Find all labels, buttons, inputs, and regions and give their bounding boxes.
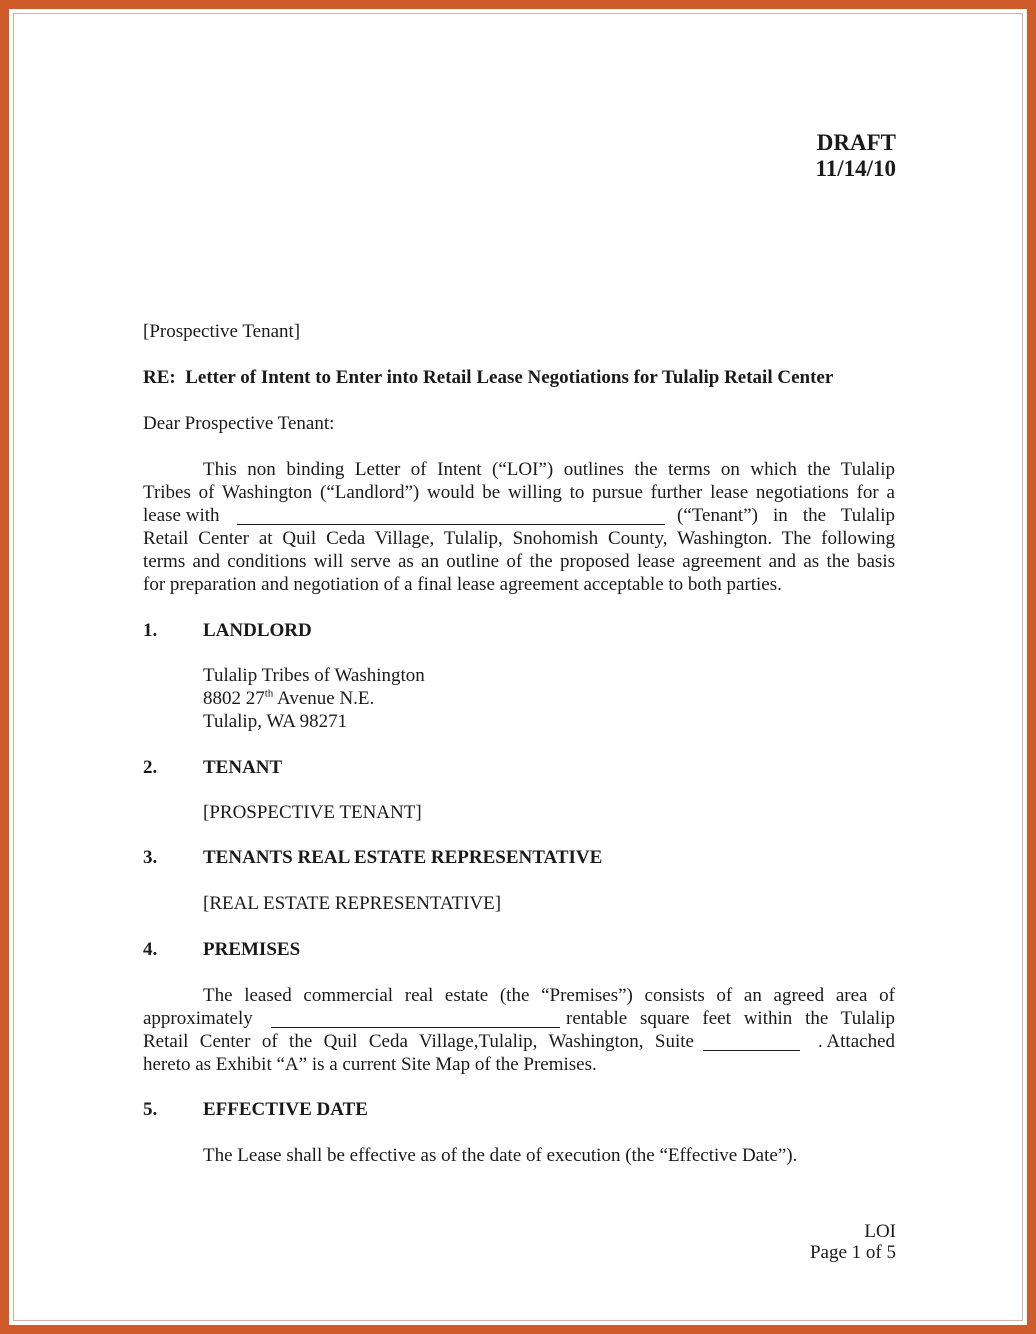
intro-line-3-end: (“Tenant”) in the Tulalip <box>677 505 895 526</box>
ordinal-suffix: th <box>264 687 274 700</box>
intro-line-4: Retail Center at Quil Ceda Village, Tulalip, Snohomish County, Washington. The following <box>143 528 895 549</box>
area-blank <box>271 1010 560 1028</box>
premises-line-4: hereto as Exhibit “A” is a current Site Map of the Premises. <box>143 1054 597 1075</box>
section-2-title: TENANT <box>203 757 283 778</box>
intro-line-3-start: lease with <box>143 505 220 526</box>
footer-doc-label: LOI <box>864 1221 896 1242</box>
premises-line-2-end: rentable square feet within the Tulalip <box>566 1008 895 1029</box>
section-3-title: TENANTS REAL ESTATE REPRESENTATIVE <box>203 847 603 868</box>
premises-line-3-end: . Attached <box>817 1031 895 1052</box>
intro-line-1: This non binding Letter of Intent (“LOI”) outlines the terms on which the Tulalip <box>203 459 895 480</box>
page-inner-border <box>13 13 1023 1321</box>
suite-blank <box>703 1033 800 1051</box>
salutation: Dear Prospective Tenant: <box>143 413 335 434</box>
section-4-title: PREMISES <box>203 939 301 960</box>
draft-label: DRAFT <box>816 130 896 155</box>
re-subject: Letter of Intent to Enter into Retail Lease Negotiations for Tulalip Retail Center <box>185 367 834 388</box>
re-line <box>143 367 833 389</box>
section-5-title: EFFECTIVE DATE <box>203 1099 368 1120</box>
section-1-title: LANDLORD <box>203 620 312 641</box>
landlord-name: Tulalip Tribes of Washington <box>203 665 425 686</box>
premises-line-1: The leased commercial real estate (the “Premises”) consists of an agreed area of <box>203 985 895 1006</box>
landlord-street <box>203 688 374 710</box>
addressee: [Prospective Tenant] <box>143 321 301 342</box>
landlord-street-number: 8802 27 <box>203 688 265 709</box>
section-3-number: 3. <box>143 847 158 868</box>
landlord-street-name: Avenue N.E. <box>273 688 375 709</box>
section-2-number: 2. <box>143 757 158 778</box>
section-4-number: 4. <box>143 939 158 960</box>
intro-line-6: for preparation and negotiation of a final lease agreement acceptable to both parties. <box>143 574 782 595</box>
landlord-city: Tulalip, WA 98271 <box>203 711 348 732</box>
premises-line-3-start: Retail Center of the Quil Ceda Village,Tulalip, Washington, Suite <box>143 1031 694 1052</box>
footer-page-number: Page 1 of 5 <box>809 1242 896 1263</box>
intro-line-5: terms and conditions will serve as an outline of the proposed lease agreement and as the basis <box>143 551 895 572</box>
premises-line-2-start: approximately <box>143 1008 253 1029</box>
section-1-number: 1. <box>143 620 158 641</box>
tenant-placeholder: [PROSPECTIVE TENANT] <box>203 802 422 823</box>
tenant-name-blank <box>237 507 665 525</box>
effective-date-body: The Lease shall be effective as of the date of execution (the “Effective Date”). <box>203 1145 798 1166</box>
draft-date: 11/14/10 <box>815 156 896 181</box>
intro-line-2: Tribes of Washington (“Landlord”) would be willing to pursue further lease negotiations for a <box>143 482 895 503</box>
re-label: RE: <box>143 367 176 388</box>
section-5-number: 5. <box>143 1099 158 1120</box>
representative-placeholder: [REAL ESTATE REPRESENTATIVE] <box>203 893 502 914</box>
